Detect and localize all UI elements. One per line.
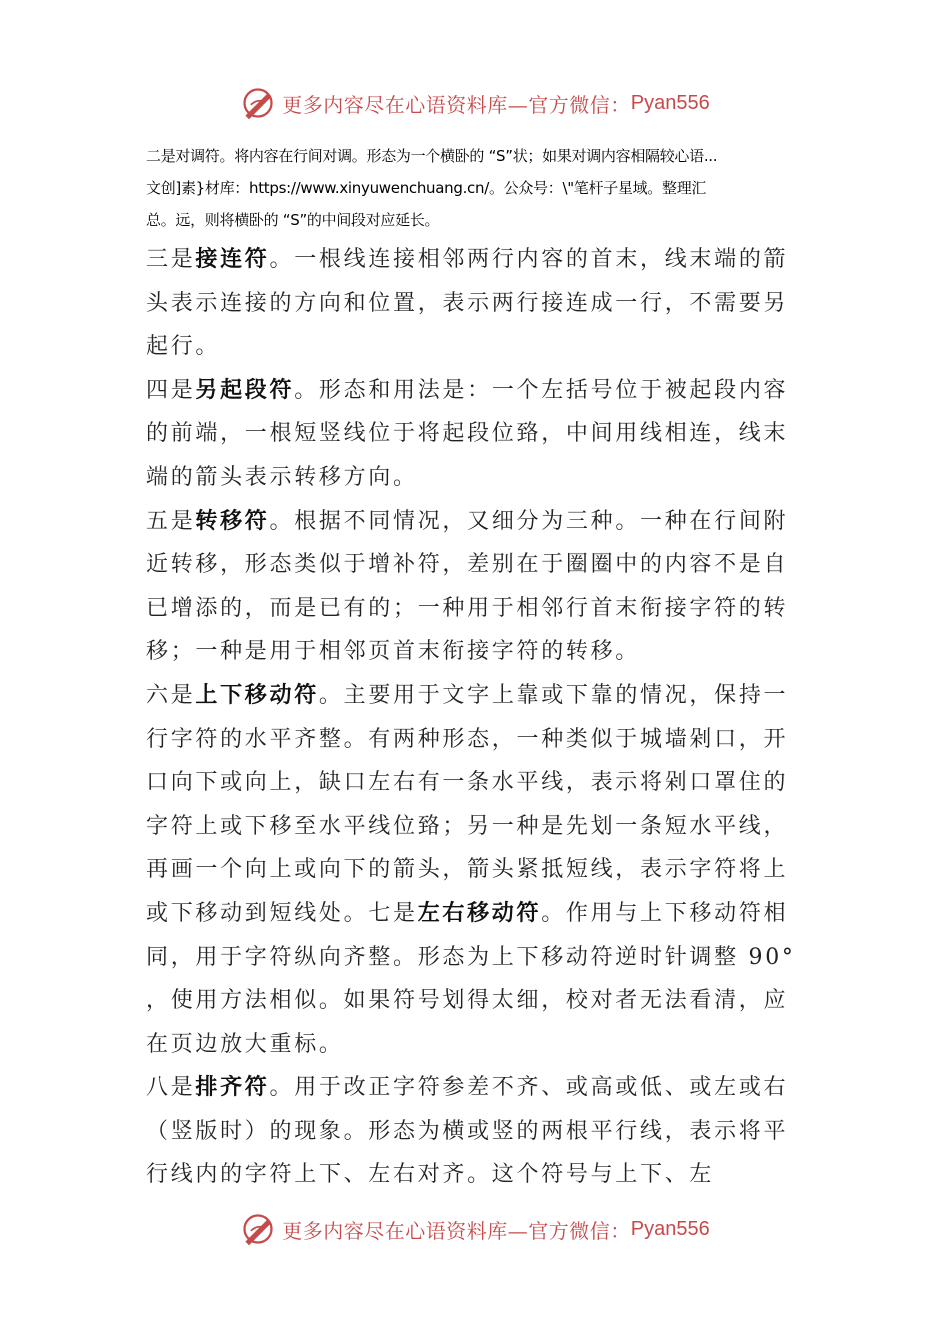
para-body: 。形态和用法是：一个左括号位于被起段内容的前端，一根短竖线位于将起段位臵，中间用线相连，线末端的箭头表示转移方向。 — [146, 377, 789, 490]
paragraph-4 — [146, 369, 796, 500]
para-prefix: 四是 — [146, 377, 196, 403]
banner-wechat-id: Pyan556 — [630, 1217, 710, 1240]
note-line-3: 总。远，则将横卧的 “S”的中间段对应延长。 — [146, 211, 440, 229]
para-prefix: 三是 — [146, 247, 196, 272]
paragraph-8 — [146, 1066, 796, 1197]
para-body: 。用于改正字符参差不齐、或高或低、或左或右（竖版时）的现象。形态为横或竖的两根平行线，表示将平行线内的字符上下、左右对齐。这个符号与上下、左 — [146, 1075, 789, 1188]
banner-wechat-id: Pyan556 — [630, 91, 710, 114]
footer-banner — [0, 1206, 950, 1252]
para-body: 。一根线连接相邻两行内容的首末，线末端的箭头表示连接的方向和位置，表示两行接连成一行，不需要另起行。 — [146, 247, 789, 360]
para-prefix: 五是 — [146, 508, 196, 534]
para-prefix: 八是 — [146, 1075, 196, 1101]
para-body: 。主要用于文字上靠或下靠的情况，保持一行字符的水平齐整。有两种形态，一种类似于城墙剁口，开口向下或向上，缺口左右有一条水平线，表示将剁口罩住的字符上或下移至水平线位臵；另一种是先划一条短水平线，再画一个向上或向下的箭头，箭头紧抵短线，表示字符将上或下移动到短线处。七是 — [146, 682, 789, 926]
para-term: 转移符 — [195, 507, 270, 534]
note-line-1: 二是对调符。将内容在行间对调。形态为一个横卧的 “S”状；如果对调内容相隔较心语... — [146, 147, 718, 165]
pen-logo-icon — [240, 85, 276, 121]
para-prefix: 六是 — [146, 682, 196, 708]
main-text — [146, 238, 796, 1197]
banner-text: 更多内容尽在心语资料库—官方微信： — [282, 92, 631, 117]
para-term-2: 左右移动符 — [417, 899, 542, 926]
para-body: 。根据不同情况，又细分为三种。一种在行间附近转移，形态类似于增补符，差别在于圈圈中的内容不是自已增添的，而是已有的；一种用于相邻行首末衔接字符的转移；一种是用于相邻页首末衔接字符的转移。 — [146, 508, 789, 665]
overlay-note — [146, 140, 806, 236]
para-body-2: 。作用与上下移动符相同，用于字符纵向齐整。形态为上下移动符逆时针调整 90° ，使用方法相似。如果符号划得太细，校对者无法看清，应在页边放大重标。 — [146, 900, 796, 1057]
header-banner — [0, 80, 950, 126]
para-term: 上下移动符 — [195, 681, 319, 708]
para-term: 另起段符 — [195, 376, 295, 403]
pen-logo-icon — [240, 1211, 276, 1247]
paragraph-3 — [146, 238, 796, 369]
paragraph-6-7 — [146, 674, 796, 1066]
paragraph-5 — [146, 500, 796, 674]
banner-text: 更多内容尽在心语资料库—官方微信： — [282, 1218, 631, 1243]
note-line-2: 文创]素}材库：https://www.xinyuwenchuang.cn/。公众号：\"笔杆子星域。整理汇 — [146, 179, 707, 197]
para-term: 排齐符 — [195, 1074, 270, 1101]
para-term: 接连符 — [195, 246, 270, 272]
